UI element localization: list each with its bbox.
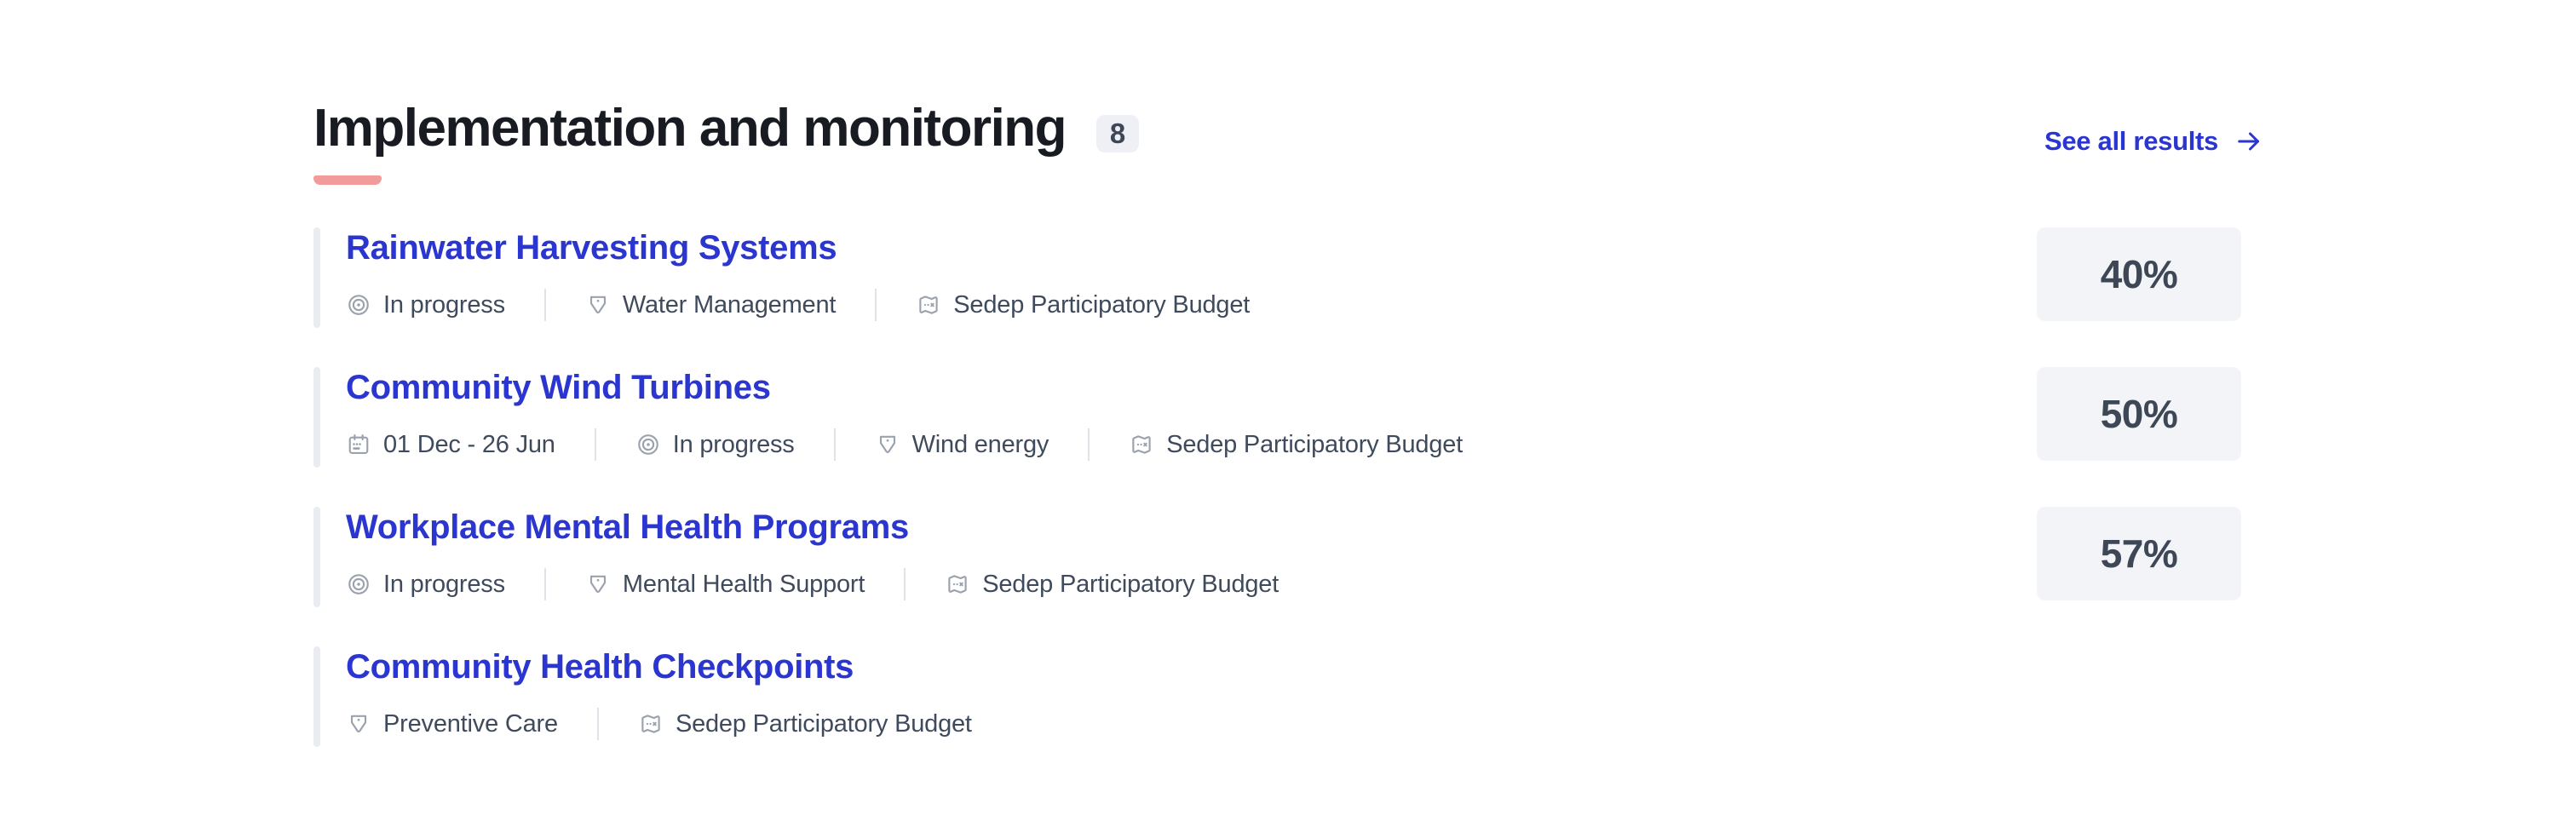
tag-icon — [585, 571, 611, 597]
result-title-link[interactable]: Community Health Checkpoints — [346, 648, 854, 686]
tag-icon — [585, 292, 611, 318]
meta-entry — [916, 291, 1250, 319]
result-content — [346, 507, 1279, 600]
result-meta-row — [346, 708, 972, 740]
result-item — [313, 367, 2241, 468]
tag-icon — [875, 432, 900, 457]
map-icon — [1129, 432, 1154, 457]
meta-label: Wind energy — [911, 430, 1049, 458]
item-left-accent-bar — [313, 227, 320, 328]
meta-entry — [875, 431, 1049, 459]
result-item — [313, 227, 2241, 328]
see-all-results-link[interactable] — [2044, 126, 2264, 157]
meta-divider — [904, 568, 906, 600]
result-content — [346, 646, 972, 740]
tag-icon — [346, 711, 371, 737]
heading-row — [313, 95, 1139, 162]
section-title: Implementation and monitoring — [313, 99, 1067, 158]
meta-label: In progress — [383, 290, 505, 319]
progress-badge: 57% — [2037, 507, 2241, 600]
results-count-badge: 8 — [1096, 115, 1139, 152]
result-title-link[interactable]: Community Wind Turbines — [346, 369, 771, 406]
meta-label: Sedep Participatory Budget — [675, 709, 972, 738]
meta-divider — [544, 568, 546, 600]
result-item — [313, 507, 2241, 607]
arrow-right-icon — [2234, 126, 2264, 157]
results-list — [313, 227, 2241, 747]
map-icon — [916, 292, 941, 318]
meta-divider — [597, 708, 599, 740]
item-left-accent-bar — [313, 646, 320, 747]
result-meta-row — [346, 289, 1250, 321]
result-content — [346, 367, 1463, 461]
progress-badge: 50% — [2037, 367, 2241, 461]
meta-divider — [875, 289, 877, 321]
see-all-results-label: See all results — [2044, 126, 2218, 156]
meta-entry — [346, 710, 558, 738]
meta-entry — [638, 710, 972, 738]
meta-label: In progress — [383, 570, 505, 598]
status-target-icon — [346, 292, 371, 318]
meta-label: Water Management — [622, 290, 837, 319]
meta-divider — [834, 428, 836, 461]
meta-entry — [945, 571, 1279, 599]
item-left-accent-bar — [313, 367, 320, 468]
meta-entry — [346, 431, 555, 459]
meta-label: Sedep Participatory Budget — [982, 570, 1279, 598]
meta-label: 01 Dec - 26 Jun — [383, 430, 555, 458]
meta-entry — [585, 571, 865, 599]
meta-entry — [346, 291, 505, 319]
result-item — [313, 646, 2241, 747]
meta-entry — [1129, 431, 1463, 459]
meta-entry — [635, 431, 795, 459]
result-content — [346, 227, 1250, 321]
meta-entry — [585, 291, 836, 319]
status-target-icon — [346, 571, 371, 597]
meta-divider — [544, 289, 546, 321]
title-accent-underline — [313, 175, 382, 185]
result-title-link[interactable]: Workplace Mental Health Programs — [346, 508, 909, 546]
meta-label: Mental Health Support — [622, 570, 865, 598]
status-target-icon — [635, 432, 661, 457]
meta-label: In progress — [672, 430, 795, 458]
item-left-accent-bar — [313, 507, 320, 607]
progress-badge: 40% — [2037, 227, 2241, 321]
meta-label: Sedep Participatory Budget — [953, 290, 1251, 319]
result-meta-row — [346, 568, 1279, 600]
meta-divider — [595, 428, 596, 461]
meta-label: Preventive Care — [383, 709, 558, 738]
meta-entry — [346, 571, 505, 599]
calendar-icon — [346, 432, 371, 457]
meta-divider — [1088, 428, 1090, 461]
section-header — [313, 95, 2264, 185]
map-icon — [638, 711, 664, 737]
heading-block — [313, 95, 1139, 185]
meta-label: Sedep Participatory Budget — [1166, 430, 1463, 458]
result-title-link[interactable]: Rainwater Harvesting Systems — [346, 229, 837, 267]
map-icon — [945, 571, 970, 597]
result-meta-row — [346, 428, 1463, 461]
